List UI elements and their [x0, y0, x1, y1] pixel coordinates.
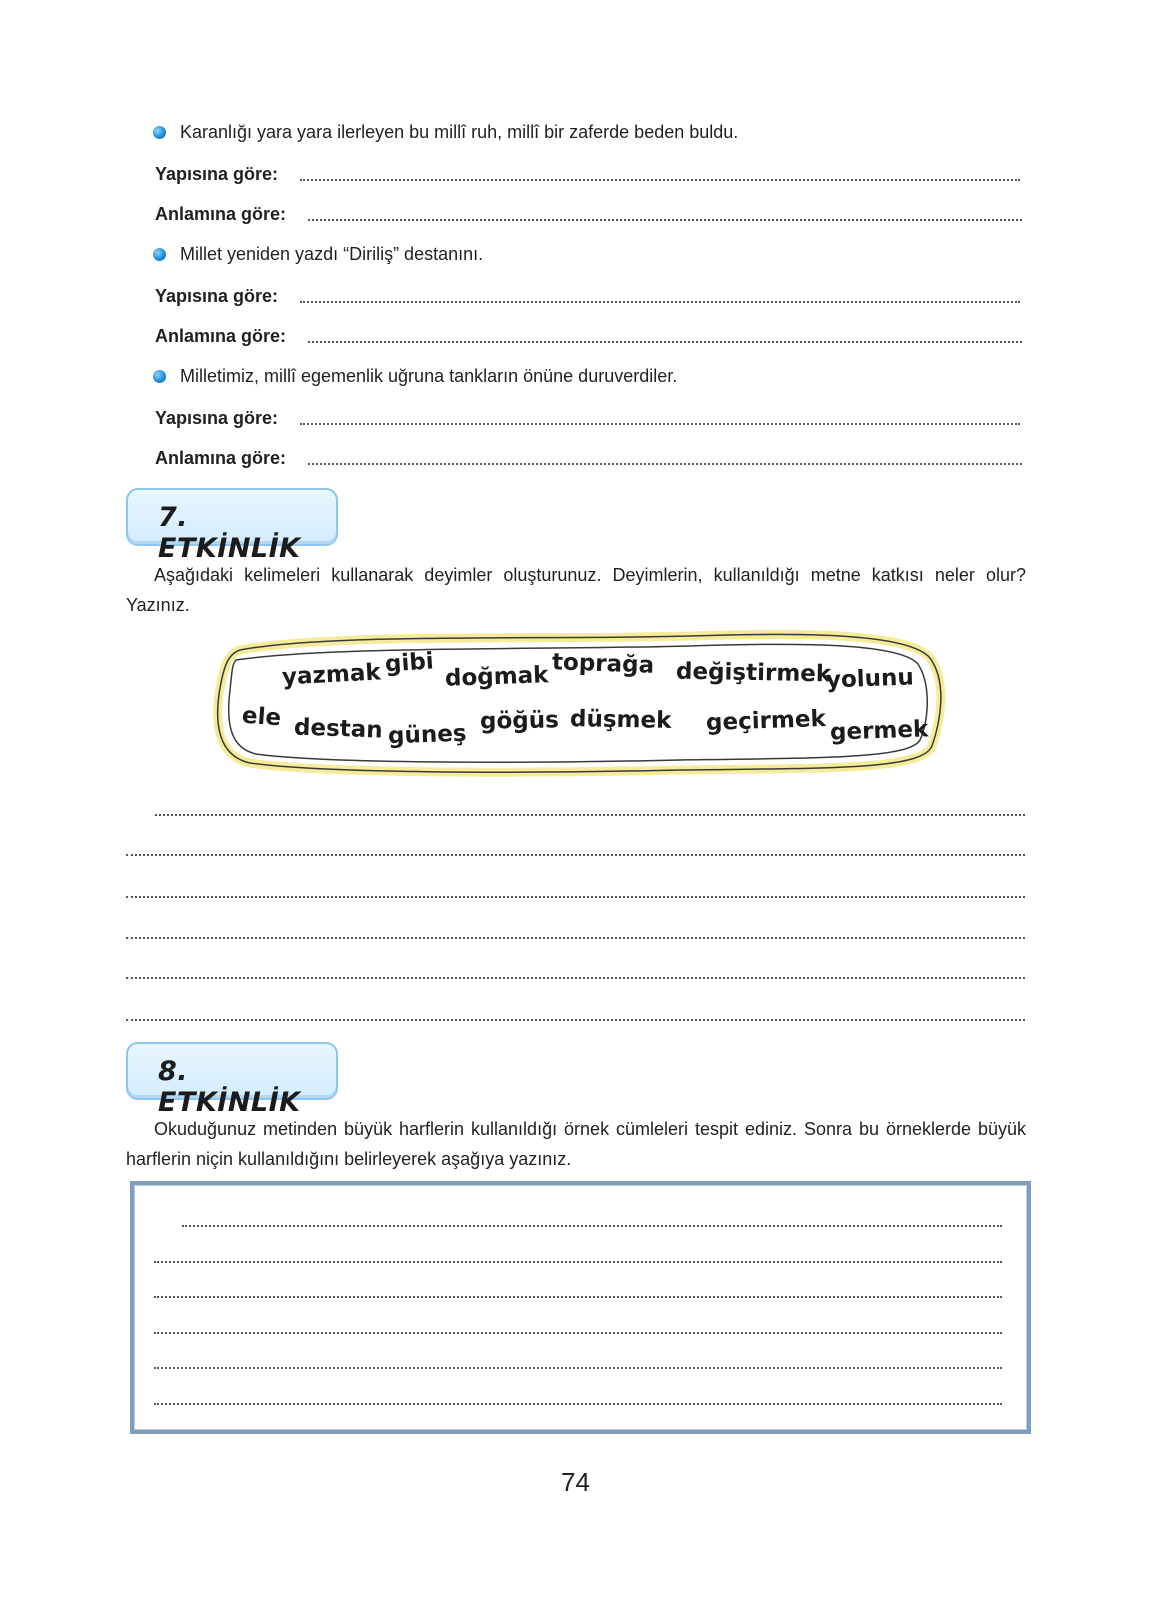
word-destan: destan — [293, 714, 384, 744]
sentence-text: Karanlığı yara yara ilerleyen bu millî ruh, millî bir zaferde beden buldu. — [180, 122, 739, 142]
activity-7-header — [126, 488, 338, 564]
structure-answer-line[interactable] — [300, 301, 1020, 303]
word-germek: germek — [829, 716, 929, 746]
answer-line[interactable] — [154, 1332, 1002, 1334]
activity-7-instructions: Aşağıdaki kelimeleri kullanarak deyimler oluşturunuz. Deyimlerin, kullanıldığı metne katkısı neler olur? Yazınız. — [126, 565, 1026, 615]
structure-label: Yapısına göre: — [155, 164, 279, 184]
word-ele: ele — [241, 702, 282, 732]
bullet-icon — [153, 248, 166, 261]
meaning-label: Anlamına göre: — [155, 326, 287, 346]
answer-line[interactable] — [154, 1261, 1002, 1263]
word-yazmak: yazmak — [281, 659, 382, 691]
word-gibi: gibi — [384, 648, 435, 678]
word-dusmek: düşmek — [569, 706, 672, 734]
bullet-icon — [153, 126, 166, 139]
meaning-answer-line[interactable] — [308, 463, 1022, 465]
answer-line[interactable] — [126, 937, 1025, 939]
word-degistirmek: değiştirmek — [675, 658, 832, 688]
answer-line[interactable] — [126, 977, 1025, 979]
meaning-answer-line[interactable] — [308, 341, 1022, 343]
meaning-answer-line[interactable] — [308, 219, 1022, 221]
structure-answer-line[interactable] — [300, 423, 1020, 425]
answer-line[interactable] — [126, 854, 1025, 856]
meaning-label: Anlamına göre: — [155, 204, 287, 224]
answer-box — [130, 1181, 1031, 1434]
word-gunes: güneş — [387, 720, 467, 750]
answer-line[interactable] — [182, 1225, 1002, 1227]
word-dogmak: doğmak — [444, 662, 549, 692]
answer-line[interactable] — [155, 814, 1025, 816]
structure-answer-line[interactable] — [300, 179, 1020, 181]
word-gogus: göğüs — [479, 707, 560, 735]
answer-line[interactable] — [154, 1367, 1002, 1369]
answer-line[interactable] — [126, 1019, 1025, 1021]
structure-label: Yapısına göre: — [155, 286, 279, 306]
word-yolunu: yolunu — [825, 664, 915, 694]
activity-8-header — [126, 1042, 338, 1118]
activity-8-instructions: Okuduğunuz metinden büyük harflerin kullanıldığı örnek cümleleri tespit ediniz. Sonra bu örneklerde büyük harflerin niçin kullanıldığını belirleyerek aşağıya yazınız. — [126, 1119, 1026, 1169]
sentence-text: Milletimiz, millî egemenlik uğruna tankların önüne duruverdiler. — [180, 366, 678, 386]
answer-line[interactable] — [154, 1403, 1002, 1405]
meaning-label: Anlamına göre: — [155, 448, 287, 468]
structure-label: Yapısına göre: — [155, 408, 279, 428]
activity-8-title: 8. ETKİNLİK — [158, 1056, 301, 1118]
answer-line[interactable] — [154, 1296, 1002, 1298]
answer-line[interactable] — [126, 896, 1025, 898]
page-number: 74 — [561, 1467, 590, 1497]
word-gecirmek: geçirmek — [705, 705, 827, 737]
bullet-icon — [153, 370, 166, 383]
word-topraga: toprağa — [551, 649, 655, 679]
activity-7-title: 7. ETKİNLİK — [158, 502, 301, 564]
sentence-text: Millet yeniden yazdı “Diriliş” destanını. — [180, 244, 484, 264]
